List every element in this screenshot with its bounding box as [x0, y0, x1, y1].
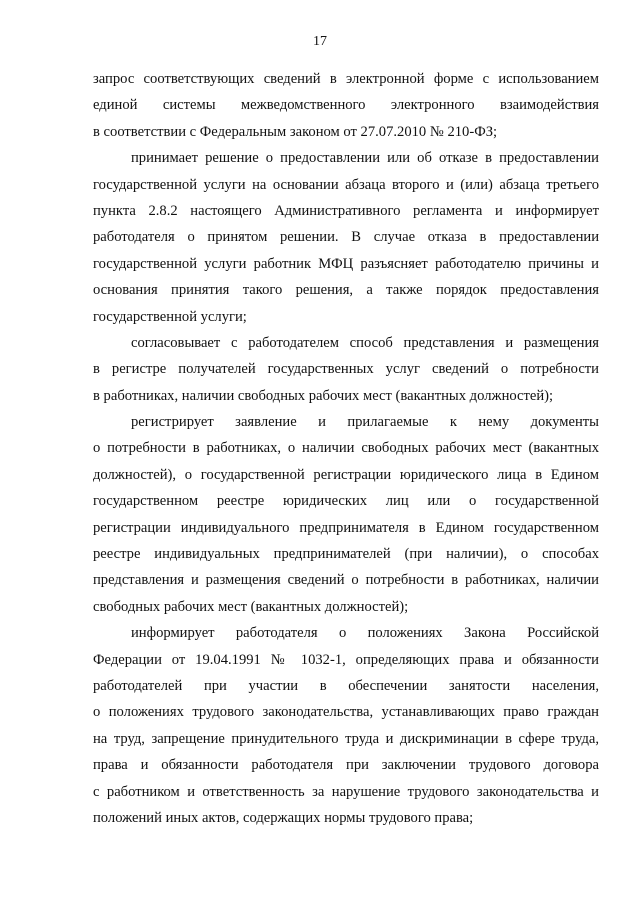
text-line: на труд, запрещение принудительного труда и дискриминации в сфере труда,	[93, 730, 599, 747]
text-line: работодателей при участии в обеспечении занятости населения,	[93, 677, 599, 694]
text-line: положений иных актов, содержащих нормы трудового права;	[93, 809, 474, 826]
text-line: в регистре получателей государственных услуг сведений о потребности	[93, 361, 599, 378]
text-line: Федерации от 19.04.1991 № 1032-1, определяющих права и обязанности	[93, 651, 599, 668]
text-line: регистрирует заявление и прилагаемые к нему документы	[131, 414, 599, 431]
text-line: единой системы межведомственного электронного взаимодействия	[93, 97, 599, 114]
text-line: государственной услуги работник МФЦ разъясняет работодателю причины и	[93, 255, 599, 272]
paragraph-registration	[93, 409, 599, 620]
text-line: основания принятия такого решения, а также порядок предоставления	[93, 282, 599, 299]
text-line: запрос соответствующих сведений в электронной форме с использованием	[93, 71, 599, 87]
text-line: регистрации индивидуального предпринимателя в Едином государственном	[93, 519, 599, 536]
text-line: согласовывает с работодателем способ представления и размещения	[131, 334, 599, 351]
text-line: государственной услуги;	[93, 308, 247, 325]
text-line: права и обязанности работодателя при заключении трудового договора	[93, 757, 599, 774]
text-line: государственной услуги на основании абзаца второго и (или) абзаца третьего	[93, 176, 599, 193]
paragraph-mfc-request	[93, 66, 599, 145]
paragraph-decision	[93, 145, 599, 330]
paragraph-agreement	[93, 330, 599, 409]
text-line: принимает решение о предоставлении или об отказе в предоставлении	[131, 150, 599, 167]
text-line: реестре индивидуальных предпринимателей (при наличии), о способах	[93, 546, 599, 563]
paragraph-informing	[93, 620, 599, 831]
page-number: 17	[313, 34, 327, 49]
text-line: представления и размещения сведений о потребности в работниках, наличии	[93, 572, 599, 589]
text-line: свободных рабочих мест (вакантных должностей);	[93, 598, 409, 615]
document-body	[93, 66, 599, 831]
text-line: государственном реестре юридических лиц или о государственной	[93, 493, 599, 510]
text-line: с работником и ответственность за нарушение трудового законодательства и	[93, 783, 599, 800]
text-line: информирует работодателя о положениях Закона Российской	[131, 625, 599, 642]
text-line: должностей), о государственной регистрации юридического лица в Едином	[93, 466, 599, 483]
text-line: о потребности в работниках, о наличии свободных рабочих мест (вакантных	[93, 440, 599, 457]
text-line: в соответствии с Федеральным законом от 27.07.2010 № 210-ФЗ;	[93, 123, 498, 140]
text-line: о положениях трудового законодательства, устанавливающих право граждан	[93, 704, 599, 721]
text-line: работодателя о принятом решении. В случае отказа в предоставлении	[93, 229, 599, 246]
text-line: пункта 2.8.2 настоящего Административного регламента и информирует	[93, 202, 599, 219]
text-line: в работниках, наличии свободных рабочих мест (вакантных должностей);	[93, 387, 554, 404]
